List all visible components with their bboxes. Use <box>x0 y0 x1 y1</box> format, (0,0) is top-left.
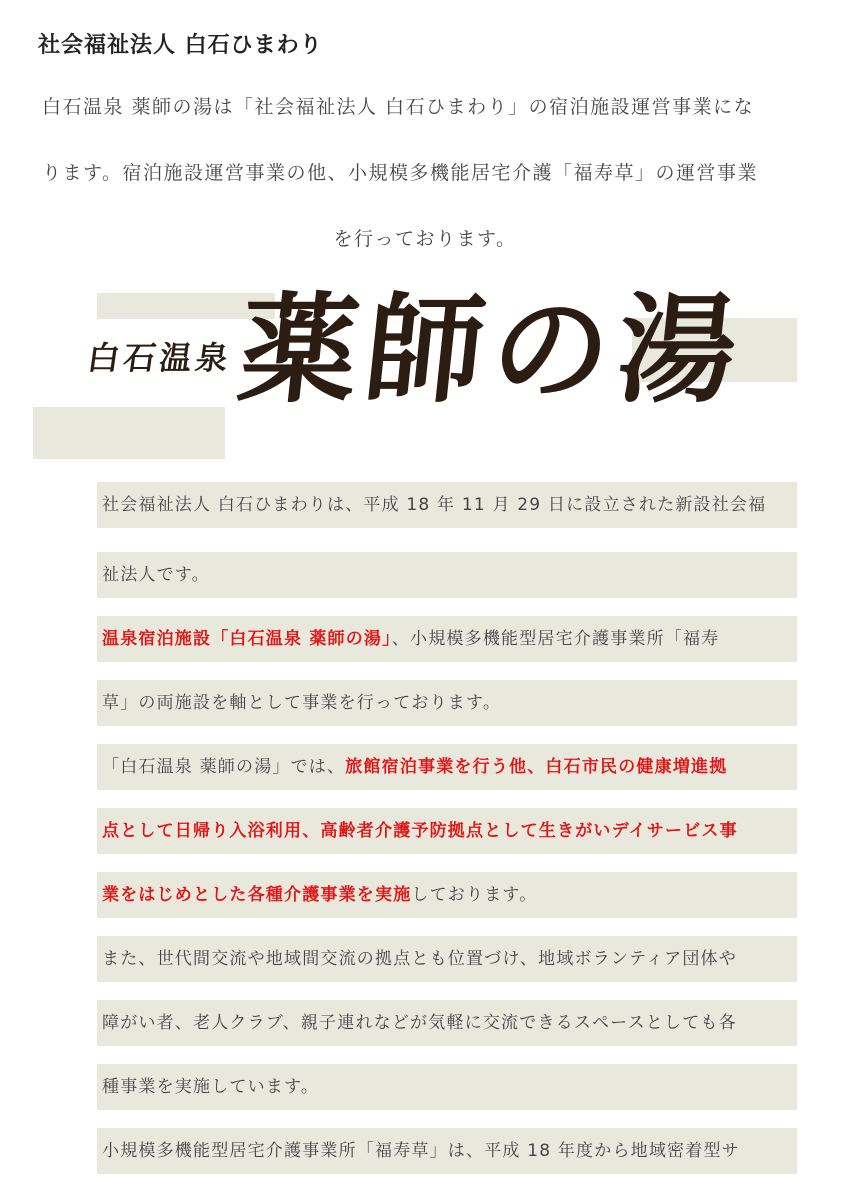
text-band <box>97 744 797 790</box>
logo-deco-block <box>33 407 225 459</box>
intro-line-1: 白石温泉 薬師の湯は「社会福祉法人 白石ひまわり」の宿泊施設運営事業にな <box>42 96 755 118</box>
text-band <box>97 482 797 528</box>
paragraph-text: 小規模多機能型居宅介護事業所「福寿草」は、平成 18 年度から地域密着型サ <box>102 1141 740 1161</box>
page-title: 社会福祉法人 白石ひまわり <box>38 33 323 58</box>
intro-line-2: ります。宿泊施設運営事業の他、小規模多機能居宅介護「福寿草」の運営事業 <box>42 162 758 184</box>
paragraph-text: 「白石温泉 薬師の湯」では、 <box>102 757 346 777</box>
highlight-text: 業をはじめとした各種介護事業を実施 <box>102 885 412 905</box>
paragraph-text: また、世代間交流や地域間交流の拠点とも位置づけ、地域ボランティア団体や <box>102 949 737 969</box>
text-band <box>97 552 797 598</box>
highlight-text: 旅館宿泊事業を行う他、白石市民の健康増進拠 <box>345 757 728 777</box>
highlight-text: 温泉宿泊施設「白石温泉 薬師の湯」 <box>102 629 392 649</box>
text-band <box>97 872 797 918</box>
text-band <box>97 1064 797 1110</box>
paragraph-text: 、小規模多機能型居宅介護事業所「福寿 <box>391 629 720 649</box>
text-band <box>97 616 797 662</box>
paragraph-text: 種事業を実施しています。 <box>102 1077 320 1097</box>
logo-subtitle: 白石温泉 <box>85 339 235 377</box>
paragraph-text: 草」の両施設を軸として事業を行っております。 <box>102 693 502 713</box>
logo-main-text: 薬師の湯 <box>232 280 752 419</box>
text-band <box>97 1000 797 1046</box>
text-band <box>97 680 797 726</box>
paragraph-text: しております。 <box>411 885 538 905</box>
intro-line-3: を行っております。 <box>333 228 517 250</box>
logo-banner <box>0 280 850 465</box>
paragraph-text: 障がい者、老人クラブ、親子連れなどが気軽に交流できるスペースとしても各 <box>102 1013 737 1033</box>
text-band <box>97 808 797 854</box>
text-band <box>97 1128 797 1174</box>
text-band <box>97 936 797 982</box>
paragraph-text: 社会福祉法人 白石ひまわりは、平成 18 年 11 月 29 日に設立された新設社会福 <box>102 495 767 515</box>
paragraph-text: 祉法人です。 <box>102 565 210 585</box>
highlight-text: 点として日帰り入浴利用、高齢者介護予防拠点として生きがいデイサービス事 <box>102 821 738 841</box>
